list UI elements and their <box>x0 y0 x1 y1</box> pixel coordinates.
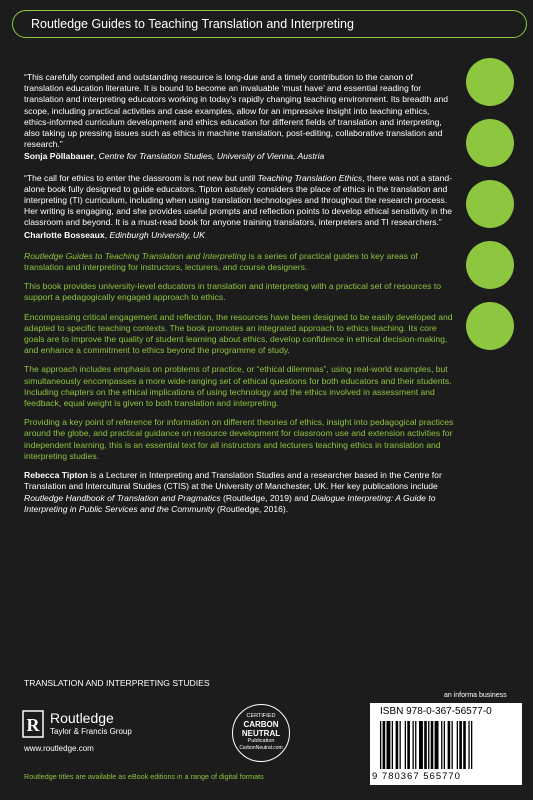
barcode-bar <box>444 721 445 769</box>
badge-text: NEUTRAL <box>241 729 281 738</box>
barcode-bar <box>400 721 401 769</box>
publisher-group: Taylor & Francis Group <box>50 727 132 736</box>
isbn-text: ISBN 978-0-367-56577-0 <box>380 706 492 717</box>
ebook-note: Routledge titles are available as eBook editions in a range of digital formats <box>24 772 264 781</box>
barcode-bar <box>457 721 458 769</box>
subject-category: TRANSLATION AND INTERPRETING STUDIES <box>24 678 210 688</box>
quote-text: “This carefully compiled and outstanding resource is long-due and a timely contribution to the canon of translation education literature. It is bound to become an invaluable ‘must have’ and essential reading for translation and interpreting educators working in today’s rapidly changing teaching environment. Its breadth and scope, including practical activities and case examples, allow for an impressive insight into teaching ethics, ethics-informed curriculum development and ethics education for different fields of translation and interpreting, also taking up pressing issues such as ethics in machine translation, post-editing, collaborative translation and research.” <box>24 72 449 150</box>
author-bio <box>24 470 454 515</box>
barcode-bar <box>428 721 429 769</box>
carbon-neutral-badge <box>232 704 290 762</box>
quote-text: , there was not a stand-alone book fully designed to guide educators. Tipton astutely considers the place of ethics in the translation and interpreting (TI) curriculum, including when using translation technologies and throughout the research process. Her writing is engaging, and she provides useful prompts and reflection points to develop ethical sensitivity in the classroom and beyond. It is a must-read book for anyone training translators, interpreters and TI researchers.” <box>24 172 453 228</box>
quote-text: “The call for ethics to enter the classroom is not new but until <box>24 172 258 183</box>
barcode-number: 9 780367 565770 <box>372 771 461 782</box>
series-title: Routledge Guides to Teaching Translation and Interpreting <box>31 17 354 31</box>
barcode-bar <box>468 721 469 769</box>
barcode-bar <box>424 721 427 769</box>
barcode-bar <box>413 721 414 769</box>
barcode-bar <box>419 721 423 769</box>
description-paragraph: This book provides university-level educators in translation and interpreting with a practical set of resources to support a pedagogically engaged approach to ethics. <box>24 281 442 303</box>
barcode-bar <box>459 721 462 769</box>
barcode-bar <box>471 721 472 769</box>
green-circle <box>466 241 514 289</box>
bio-text: is a Lecturer in Interpreting and Translation Studies and a researcher based in the Centre for Translation and Intercultural Studies (CTIS) at the University of Manchester, UK. Her key publications include <box>24 470 442 492</box>
endorsement-quote-1 <box>24 72 454 163</box>
badge-text: CARBON <box>243 720 279 729</box>
quote-author: Charlotte Bosseaux <box>24 229 105 240</box>
back-cover-text <box>24 72 454 523</box>
description-paragraph: Providing a key point of reference for information on different theories of ethics, insight into pedagogical practices around the globe, and practical guidance on resource development for classroom use and extension activities for independent learning, this is an essential text for all instructors and lecturers teaching ethics in translation and interpreting studies. <box>24 417 454 461</box>
bio-text: (Routledge, 2016). <box>214 503 289 514</box>
routledge-logo <box>22 710 132 738</box>
barcode-bar <box>441 721 442 769</box>
barcode-bar <box>448 721 451 769</box>
series-name: Routledge Guides to Teaching Translation and Interpreting <box>24 250 247 261</box>
bio-text: (Routledge, 2019) and <box>220 492 311 503</box>
series-description-text: is a series of practical guides to key areas of translation and interpreting for instructors, lecturers, and course designers. <box>24 250 418 273</box>
badge-text: CarbonNeutral.com <box>239 745 283 751</box>
publisher-url[interactable]: www.routledge.com <box>24 744 94 753</box>
green-circle <box>466 58 514 106</box>
bio-book-title: Dialogue Interpreting: A Guide to Interpreting in Public Services and the Community <box>24 492 436 514</box>
barcode-bar <box>452 721 453 769</box>
barcode-bar <box>463 721 466 769</box>
barcode-bar <box>435 721 439 769</box>
barcode-bar <box>392 721 393 769</box>
barcode-bars <box>380 721 512 769</box>
quote-attribution: Sonja Pöllabauer, Centre for Translation Studies, University of Vienna, Austria <box>24 151 325 162</box>
barcode-bar <box>380 721 381 769</box>
green-circle <box>466 119 514 167</box>
barcode-bar <box>415 721 416 769</box>
description-paragraph: Encompassing critical engagement and reflection, the resources have been designed to be easily developed and adapted to specific teaching contexts. The book promotes an integrated approach to ethics teaching. Its core goals are to improve the quality of student learning about ethics, develop confidence in ethical decision-making, and enhance a commitment to ethics beyond the programme of study. <box>24 311 453 356</box>
bio-book-title: Routledge Handbook of Translation and Pragmatics <box>24 492 221 503</box>
author-name: Rebecca Tipton <box>24 470 88 481</box>
series-description <box>24 251 454 273</box>
quote-author: Sonja Pöllabauer <box>24 151 94 162</box>
quote-book-title: Teaching Translation Ethics <box>257 172 363 183</box>
description-paragraph: The approach includes emphasis on problems of practice, or “ethical dilemmas”, using real-world examples, but simultaneously encompasses a more wide-ranging set of ethical questions for both educators and their students. Including chapters on the ethical implications of using technology and the ethics involved in assessment and feedback, equal weight is given to both translation and interpreting. <box>24 364 452 409</box>
barcode-bar <box>387 721 391 769</box>
barcode <box>370 703 522 785</box>
green-circle <box>466 180 514 228</box>
quote-affiliation: Centre for Translation Studies, University of Vienna, Austria <box>98 151 325 162</box>
endorsement-quote-2 <box>24 173 454 241</box>
barcode-bar <box>383 721 386 769</box>
publisher-name: Routledge <box>50 710 114 726</box>
quote-affiliation: Edinburgh University, UK <box>109 229 205 240</box>
badge-text: Publication <box>247 738 275 744</box>
quote-attribution: Charlotte Bosseaux, Edinburgh University, UK <box>24 229 205 240</box>
barcode-bar <box>396 721 399 769</box>
badge-text: CERTIFIED <box>246 713 276 719</box>
barcode-bar <box>431 721 434 769</box>
svg-text:R: R <box>26 715 40 735</box>
decorative-circles <box>466 58 526 363</box>
green-circle <box>466 302 514 350</box>
barcode-bar <box>407 721 410 769</box>
informa-business-label: an informa business <box>444 692 507 699</box>
series-banner <box>12 10 527 38</box>
barcode-bar <box>405 721 406 769</box>
routledge-r-icon <box>22 710 44 738</box>
